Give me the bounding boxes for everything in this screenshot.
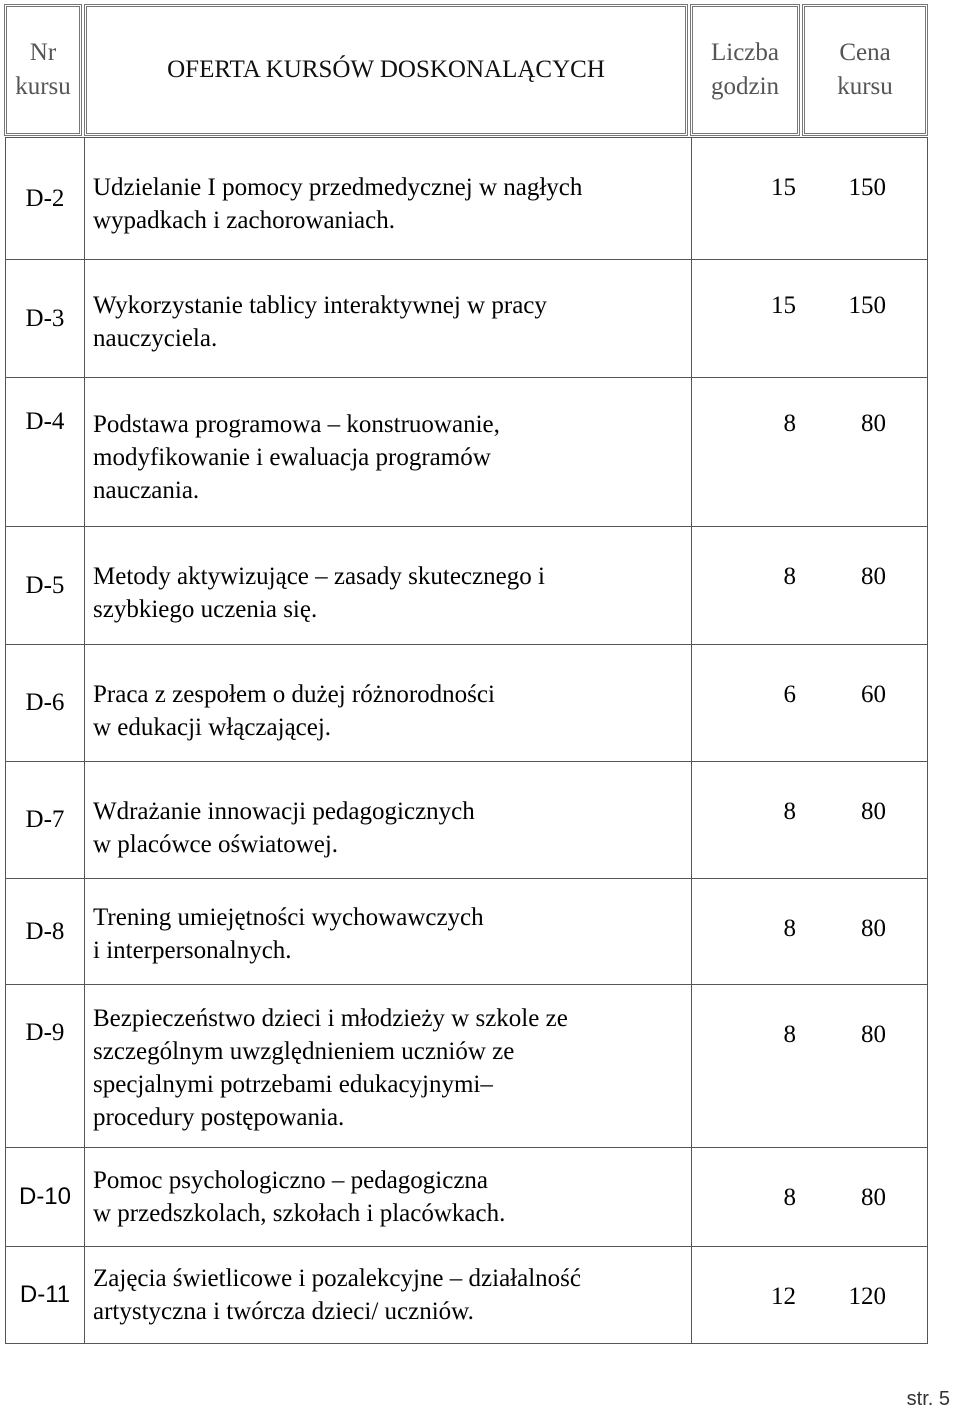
course-description: Metody aktywizujące – zasady skutecznego i szybkiego uczenia się.	[93, 563, 545, 623]
course-description: Praca z zespołem o dużej różnorodności w edukacji włączającej.	[93, 681, 495, 741]
course-description: Pomoc psychologiczno – pedagogiczna w przedszkolach, szkołach i placówkach.	[93, 1167, 506, 1227]
table-row	[6, 1148, 927, 1247]
header-course-number	[4, 4, 82, 136]
header-hours-line1: Liczba	[710, 39, 779, 66]
course-code: D-8	[25, 917, 65, 945]
table-row	[6, 260, 927, 378]
course-price: 80	[861, 798, 886, 825]
header-nr-line1: Nr	[29, 39, 57, 66]
table-row	[6, 138, 927, 260]
course-description: Udzielanie I pomocy przedmedycznej w nagłych wypadkach i zachorowaniach.	[93, 174, 583, 234]
header-price-line1: Cena	[839, 39, 891, 66]
page-number: str. 5	[906, 1388, 950, 1410]
course-hours: 12	[771, 1283, 796, 1310]
course-hours: 8	[783, 798, 796, 825]
table-row	[6, 645, 927, 762]
course-code: D-9	[25, 1019, 65, 1046]
course-hours: 15	[771, 174, 796, 201]
table-row	[6, 762, 927, 879]
table-row	[6, 879, 927, 985]
course-price: 80	[861, 1021, 886, 1048]
header-hours-line2: godzin	[710, 73, 780, 100]
course-description: Wykorzystanie tablicy interaktywnej w pracy nauczyciela.	[93, 292, 547, 352]
header-nr-line2: kursu	[15, 73, 71, 100]
course-code: D-7	[25, 806, 65, 833]
course-description: Wdrażanie innowacji pedagogicznych w placówce oświatowej.	[93, 798, 475, 858]
course-hours: 8	[783, 1184, 796, 1211]
course-hours: 8	[783, 410, 796, 437]
header-title	[84, 4, 688, 136]
page-title: OFERTA KURSÓW DOSKONALĄCYCH	[167, 56, 605, 83]
header-price	[802, 4, 928, 136]
course-hours: 8	[783, 915, 796, 942]
course-price: 60	[861, 681, 886, 708]
course-price: 150	[848, 174, 886, 201]
course-code: D-4	[25, 408, 65, 435]
table-row	[6, 527, 927, 645]
course-description: Podstawa programowa – konstruowanie, modyfikowanie i ewaluacja programów nauczania.	[93, 411, 500, 504]
course-hours: 8	[783, 563, 796, 590]
course-table	[5, 137, 928, 1344]
table-header	[4, 4, 928, 136]
course-hours: 8	[783, 1021, 796, 1048]
header-hours	[690, 4, 800, 136]
course-price: 80	[861, 1184, 886, 1211]
course-hours: 15	[771, 292, 796, 319]
course-price: 80	[861, 410, 886, 437]
course-hours: 6	[783, 681, 796, 708]
course-description: Zajęcia świetlicowe i pozalekcyjne – działalność artystyczna i twórcza dzieci/ uczniów.	[93, 1265, 581, 1325]
course-code: D-3	[25, 304, 65, 332]
course-price: 80	[861, 563, 886, 590]
table-row	[6, 378, 927, 527]
course-code: D-11	[19, 1281, 71, 1308]
table-row	[6, 1247, 927, 1343]
course-price: 80	[861, 915, 886, 942]
course-code: D-10	[18, 1183, 72, 1210]
header-price-line2: kursu	[837, 73, 893, 100]
course-code: D-5	[25, 571, 65, 599]
course-code: D-6	[25, 689, 65, 716]
table-row	[6, 985, 927, 1148]
course-description: Bezpieczeństwo dzieci i młodzieży w szkole ze szczególnym uwzględnieniem uczniów ze specjalnymi potrzebami edukacyjnymi– procedury postępowania.	[93, 1005, 568, 1131]
course-price: 120	[848, 1283, 886, 1310]
course-description: Trening umiejętności wychowawczych i interpersonalnych.	[93, 904, 484, 964]
course-price: 150	[848, 292, 886, 319]
course-code: D-2	[25, 184, 65, 212]
